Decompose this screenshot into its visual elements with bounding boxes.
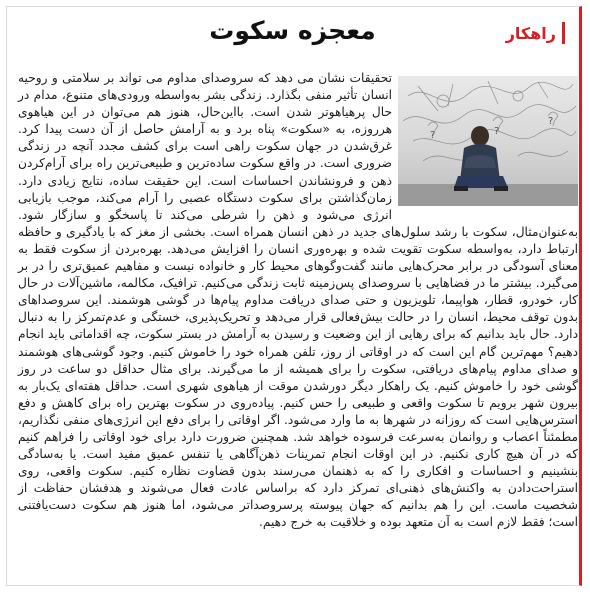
svg-text:?: ? bbox=[494, 126, 500, 137]
article-paragraph: تحقیقات نشان می دهد که سروصدای مداوم می تواند بر سلامتی و روحیه انسان تأثیر منفی بگذارد. زندگی بشر به‌واسطه ورودی‌های متنوع، مدام در حال پرهیاهوتر شدن است. بااین‌حال، هنوز هم می‌توان در این هیاهوی هرروزه، به «سکوت» پناه برد و به آرامش حاصل از آن دست پیدا کرد. غرق‌شدن در جهان سکوت راهی است برای کشف مجدد آنچه در زندگی ضروری است. در واقع سکوت ساده‌ترین و طبیعی‌ترین راه برای آرام‌کردن ذهن و فرونشاندن احساسات است. این حقیقت ساده، نتایج زیادی دارد. زمان‌گذاشتن برای سکوت دستگاه عصبی را آرام می‌کند، موجب بازیابی انرژی می‌شود و ذهن را شرطی می‌کند تا پاسخگو و سازگار شود. به‌عنوان‌مثال، سکوت با رشد سلول‌های جدید در ذهن انسان همراه است. بخشی از مغز که با یادگیری و حافظه ارتباط دارد، به‌واسطه سکوت تقویت شده و بهره‌وری انسان را افزایش می‌دهد. بهره‌بردن از سکوت فقط به معنای آسودگی در برابر محرک‌هایی مانند گفت‌وگوهای محیط کار و خانواده نیست و مفاهیم عمیق‌تری را در بر می‌گیرد. بیشتر ما در فضاهایی با سروصدای پس‌زمینه ثابت زندگی می‌کنیم. ترافیک، مکالمه، ماشین‌آلات در حال کار، خودرو، قطار، هواپیما، تلویزیون و حتی صدای دریافت مداوم پیام‌ها در گوشی هوشمند. این سروصداهای بدون توقف محیط، انسان را در حالت بیش‌فعالی قرار می‌دهد و تحریک‌پذیری، خستگی و عدم‌تمرکز را به دنبال دارد. حال باید بدانیم که برای رهایی از این وضعیت و رسیدن به آرامش در بستر سکوت، چه اقداماتی باید انجام دهیم؟ مهم‌ترین گام این است که در اوقاتی از روز، تلفن همراه خود را خاموش کنیم. وجود گوشی‌های هوشمند و صدای مداوم پیام‌های دریافتی، سکوت را برای همیشه از ما می‌گیرند. برای مثال حداقل دو ساعت در روز گوشی خود را خاموش کنیم. یک راهکار دیگر دورشدن موقت از هیاهوی شهری است. حداقل هفته‌ای یک‌بار به بیرون شهر برویم تا سکوت واقعی و طبیعی را حس کنیم. پیاده‌روی در سکوت بهترین راه برای کاهش و دفع استرس‌هایی است که روزانه در شهرها به ما وارد می‌شود. اگر اوقاتی را برای دفع این انرژی‌های منفی نگذاریم، مطمئناً اعصاب و روانمان به‌سرعت فرسوده خواهد شد. همچنین ضرورت دارد برای خود اوقاتی را فراهم کنیم که در آن هیچ کاری نکنیم. در این اوقات انجام تمرینات ذهن‌آگاهی یا تنفس عمیق مفید است. یا به‌سادگی بنشینیم و احساسات و افکاری را که به ذهنمان می‌رسند بدون قضاوت نظاره کنیم. سکوت واقعی، روی استراحت‌دادن به واکنش‌های ذهنی‌ای تمرکز دارد که براساس عادت فعال می‌شوند و هدفشان حفاظت از شخصیت ماست. این را هم بدانیم که جهان پیوسته پرسروصداتر می‌شود، اما هنوز هم سکوت دست‌یافتنی است؛ فقط لازم است به آن متعهد بوده و خلاقیت به خرج دهیم. bbox=[18, 71, 578, 530]
article-headline: معجزه سکوت bbox=[209, 16, 376, 45]
svg-text:?: ? bbox=[430, 130, 436, 141]
article-body bbox=[18, 70, 578, 585]
photo-wrap-space bbox=[392, 70, 578, 215]
article-header bbox=[6, 6, 579, 58]
section-label: راهکار bbox=[505, 23, 556, 43]
svg-text:?: ? bbox=[548, 116, 554, 127]
